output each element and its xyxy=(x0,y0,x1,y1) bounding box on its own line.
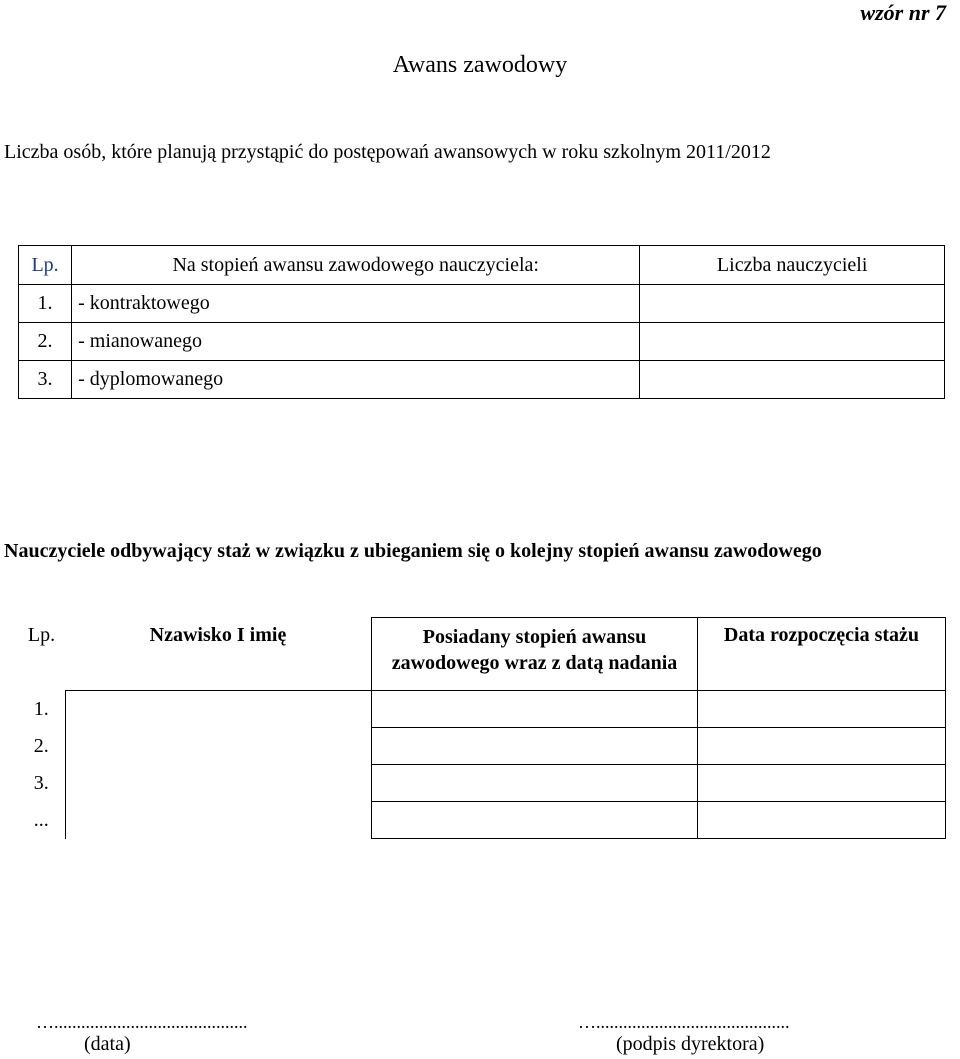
director-signature-label: (podpis dyrektora) xyxy=(616,1033,765,1055)
row-lp: 3. xyxy=(18,765,65,802)
degree-field[interactable] xyxy=(372,728,698,765)
table-header-row xyxy=(19,246,945,285)
name-field[interactable] xyxy=(65,691,372,728)
table-row xyxy=(19,361,945,399)
row-lp: 1. xyxy=(19,285,72,323)
column-header-start-date: Data rozpoczęcia stażu xyxy=(698,618,946,691)
table-row xyxy=(18,728,946,765)
count-field[interactable] xyxy=(640,323,945,361)
degree-field[interactable] xyxy=(372,802,698,839)
section1-heading: Liczba osób, które planują przystąpić do postępowań awansowych w roku szkolnym 2011/2012 xyxy=(4,141,771,163)
count-field[interactable] xyxy=(640,361,945,399)
column-header-degree: Posiadany stopień awansu zawodowego wraz z datą nadania xyxy=(372,618,698,691)
row-lp: 1. xyxy=(18,691,65,728)
column-header-name: Nzawisko I imię xyxy=(65,618,372,691)
start-date-field[interactable] xyxy=(698,802,946,839)
table-row xyxy=(18,765,946,802)
document-title: Awans zawodowy xyxy=(392,52,568,78)
row-lp: 2. xyxy=(19,323,72,361)
row-degree: - dyplomowanego xyxy=(72,361,640,399)
table-row xyxy=(18,802,946,839)
start-date-field[interactable] xyxy=(698,765,946,802)
column-header-degree: Na stopień awansu zawodowego nauczyciela: xyxy=(72,246,640,285)
section2-heading: Nauczyciele odbywający staż w związku z ubieganiem się o kolejny stopień awansu zawodowego xyxy=(4,540,822,562)
form-number: wzór nr 7 xyxy=(860,0,946,25)
row-degree: - mianowanego xyxy=(72,323,640,361)
column-header-count: Liczba nauczycieli xyxy=(640,246,945,285)
degree-field[interactable] xyxy=(372,765,698,802)
promotion-plan-table xyxy=(18,245,945,399)
row-lp: 3. xyxy=(19,361,72,399)
name-field[interactable] xyxy=(65,802,372,839)
date-signature-line: …........................................... xyxy=(36,1012,248,1032)
table-row xyxy=(19,323,945,361)
row-lp: 2. xyxy=(18,728,65,765)
name-field[interactable] xyxy=(65,765,372,802)
row-lp: ... xyxy=(18,802,65,839)
count-field[interactable] xyxy=(640,285,945,323)
table-header-row xyxy=(18,618,946,691)
date-label: (data) xyxy=(84,1033,131,1055)
start-date-field[interactable] xyxy=(698,728,946,765)
column-header-lp: Lp. xyxy=(19,246,72,285)
column-header-lp: Lp. xyxy=(27,623,56,646)
degree-field[interactable] xyxy=(372,691,698,728)
internship-table xyxy=(18,617,946,839)
start-date-field[interactable] xyxy=(698,691,946,728)
name-field[interactable] xyxy=(65,728,372,765)
table-row xyxy=(18,691,946,728)
director-signature-line: …........................................... xyxy=(578,1012,790,1032)
row-degree: - kontraktowego xyxy=(72,285,640,323)
table-row xyxy=(19,285,945,323)
